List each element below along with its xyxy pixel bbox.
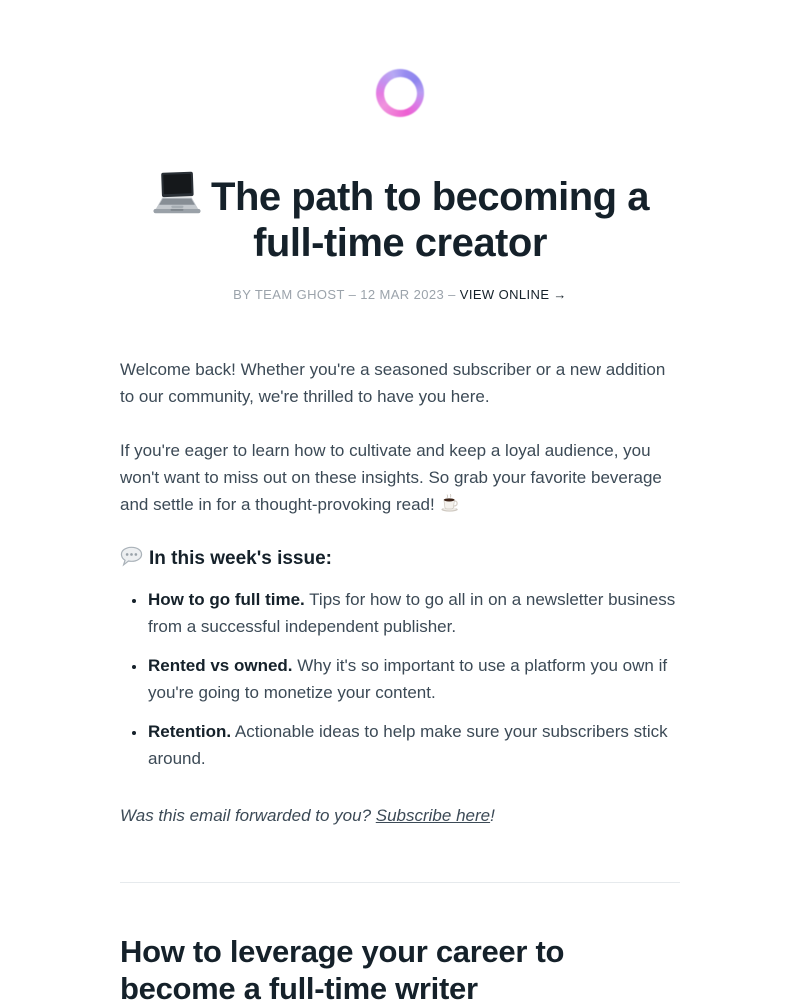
post-header [120,174,680,302]
subscribe-here-link[interactable]: Subscribe here [375,806,491,825]
list-item-text: Actionable ideas to help make sure your subscribers stick around. [148,722,668,768]
section-heading: How to leverage your career to become a full-time writer [120,934,565,1006]
forwarded-note [120,802,680,829]
email-body [120,356,680,1007]
issue-heading [120,546,680,571]
byline [120,287,680,302]
coffee-emoji-icon [440,493,460,511]
section-divider [120,882,680,883]
list-item-lead: Retention. [148,722,232,741]
byline-meta: BY TEAM GHOST – 12 MAR 2023 – [233,287,460,302]
list-item-retention [147,718,680,772]
list-item-rented-vs-owned [147,652,680,706]
forwarded-note-suffix: ! [490,806,495,825]
view-online-link[interactable]: VIEW ONLINE → [459,287,567,302]
laptop-emoji-icon [151,171,203,219]
list-item-lead: Rented vs owned. [148,656,293,675]
list-item-full-time [147,586,680,640]
post-title [120,174,680,266]
ghost-orb-logo[interactable] [376,69,424,117]
logo-container [0,0,800,117]
paragraph-insights: If you're eager to learn how to cultivate and keep a loyal audience, you won't want to miss out on these insights. So grab your favorite beverage and settle in for a thought-provoking read! [120,441,662,514]
logo-gradient-ring-icon [376,69,424,117]
list-item-text: Tips for how to go all in on a newsletter business from a successful independent publisher. [148,590,676,636]
issue-heading-text: In this week's issue: [149,548,332,569]
list-item-text: Why it's so important to use a platform you own if you're going to monetize your content. [148,656,668,702]
list-item-lead: How to go full time. [148,590,305,609]
forwarded-note-text: Was this email forwarded to you? [120,806,376,825]
paragraph-welcome: Welcome back! Whether you're a seasoned subscriber or a new addition to our community, we're thrilled to have you here. [120,360,666,406]
speech-balloon-emoji-icon [120,546,143,567]
issue-list [120,586,680,772]
post-title-text: The path to becoming a full-time creator [211,175,649,265]
